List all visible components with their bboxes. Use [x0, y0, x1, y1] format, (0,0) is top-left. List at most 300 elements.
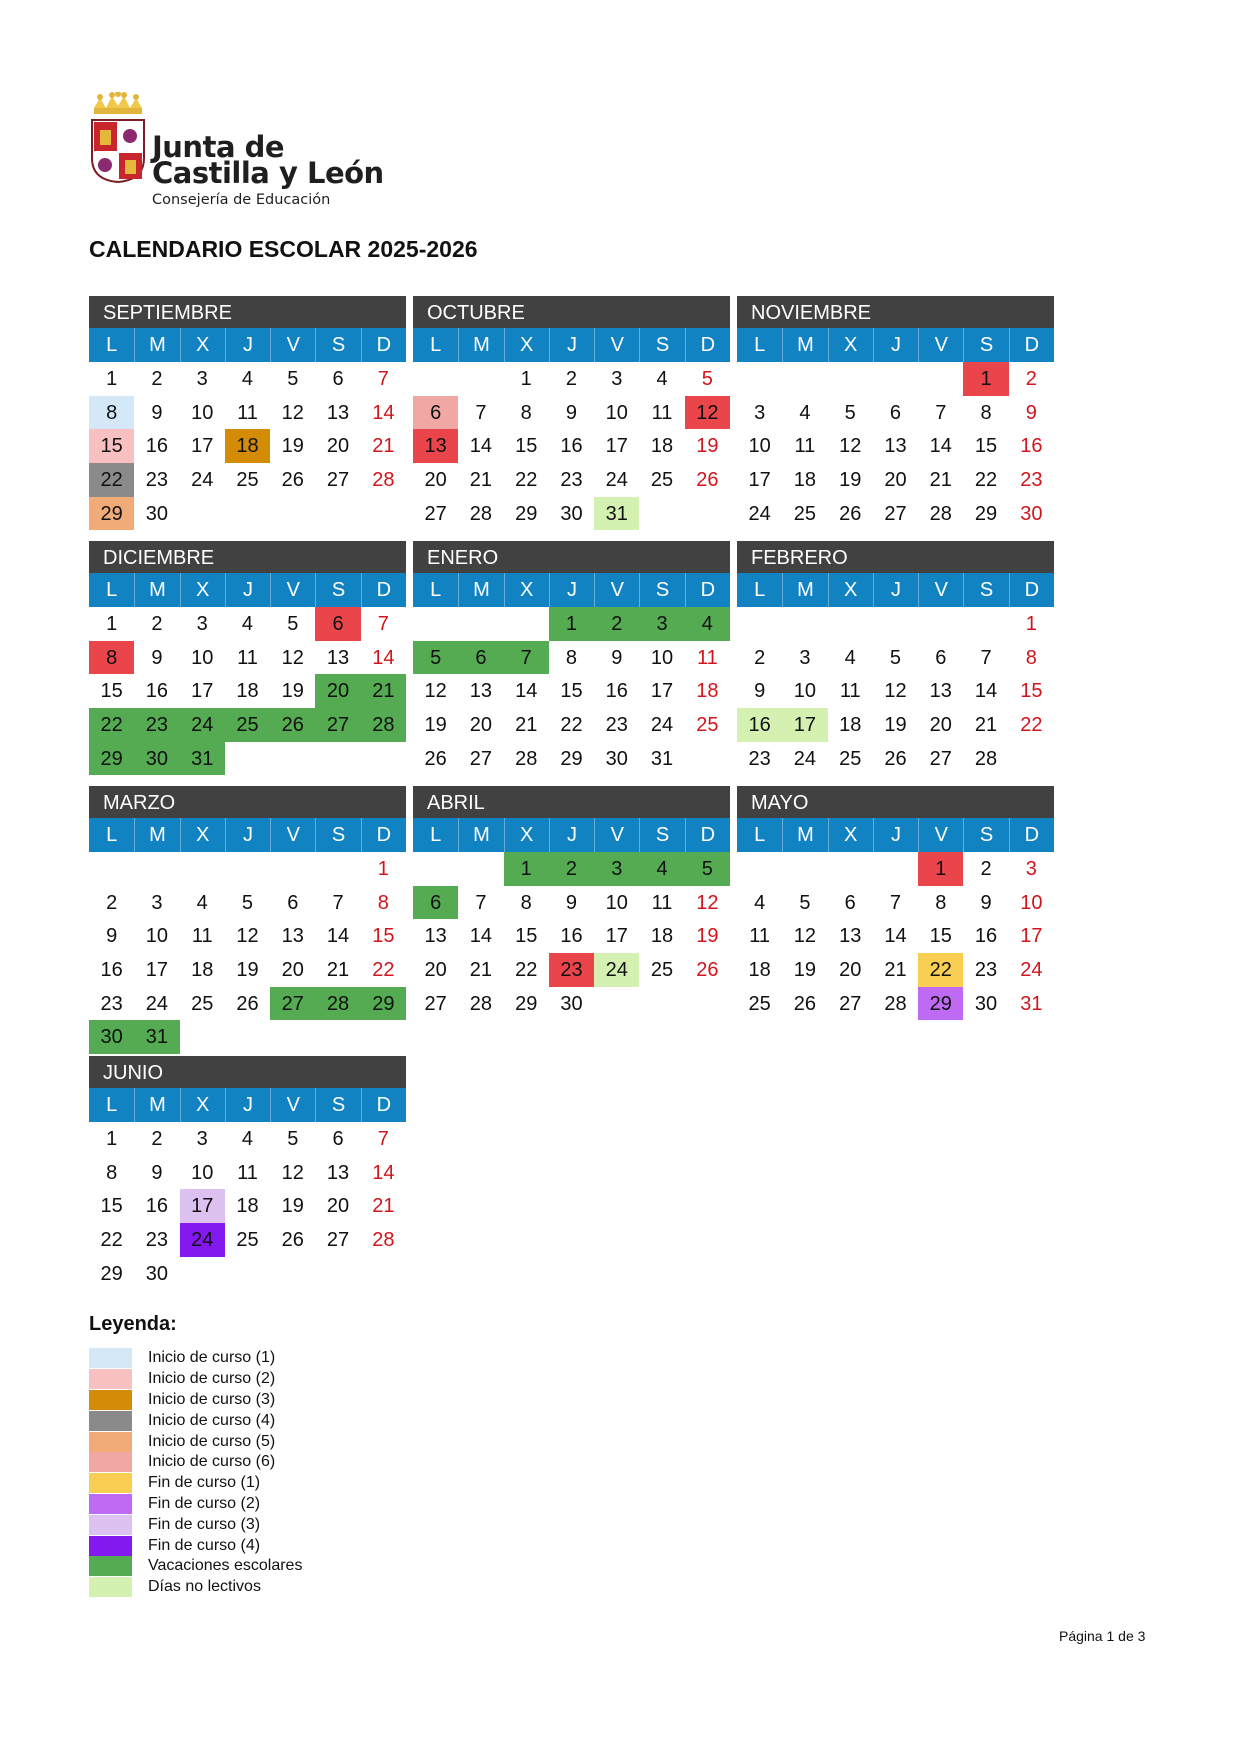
page-title: CALENDARIO ESCOLAR 2025-2026	[89, 236, 478, 262]
day-cell: 26	[281, 1229, 304, 1252]
day-cell: 7	[980, 646, 992, 669]
legend-swatch	[89, 1369, 132, 1389]
day-cell: 18	[650, 435, 674, 458]
day-cell: 9	[151, 401, 163, 424]
day-cell: 30	[134, 742, 179, 776]
day-cell: 23	[145, 469, 169, 492]
day-cell: 22	[515, 469, 538, 492]
weekday-label: M	[134, 328, 179, 362]
day-cell: 17	[180, 1189, 225, 1223]
day-cell: 24	[180, 1223, 225, 1257]
weekday-label: V	[594, 818, 639, 852]
day-cell: 28	[315, 987, 360, 1021]
weekday-label: J	[225, 818, 270, 852]
legend-swatch	[89, 1432, 132, 1452]
month-header: JUNIO	[89, 1056, 406, 1088]
day-cell: 11	[794, 435, 816, 458]
month-header: ENERO	[413, 541, 730, 573]
day-cell: 27	[326, 469, 350, 492]
day-cell: 1	[520, 368, 532, 390]
weekday-label: J	[225, 1088, 270, 1122]
legend-label: Fin de curso (3)	[148, 1515, 261, 1533]
day-cell: 27	[270, 987, 315, 1021]
day-cell: 15	[929, 925, 952, 948]
day-cell: 1	[106, 613, 118, 635]
weekday-label: S	[639, 328, 684, 362]
empty-cell	[828, 362, 873, 396]
day-cell: 9	[754, 680, 766, 703]
weekday-label: D	[361, 818, 406, 852]
day-cell: 3	[639, 607, 684, 641]
legend	[89, 1348, 302, 1598]
weekday-label: L	[754, 824, 766, 846]
weekday-label: L	[430, 579, 442, 601]
legend-label: Vacaciones escolares	[148, 1557, 303, 1575]
weekday-label: X	[180, 818, 225, 852]
legend-swatch	[89, 1556, 132, 1576]
day-cell: 21	[515, 714, 538, 737]
day-cell: 20	[424, 469, 447, 492]
day-cell: 21	[361, 674, 406, 708]
day-cell: 23	[549, 953, 594, 987]
day-cell: 23	[605, 714, 628, 737]
day-cell: 2	[754, 646, 766, 669]
day-cell: 17	[605, 925, 628, 948]
weekday-row	[737, 328, 1054, 362]
weekday-label: X	[180, 328, 225, 362]
day-cell: 14	[326, 925, 350, 948]
day-cell: 3	[754, 401, 766, 424]
day-cell: 20	[326, 435, 350, 458]
day-cell: 8	[1025, 646, 1037, 669]
legend-item	[89, 1390, 302, 1411]
weekday-label: L	[754, 334, 766, 356]
day-cell: 8	[520, 401, 532, 424]
day-cell: 19	[281, 1195, 304, 1218]
legend-item	[89, 1473, 302, 1494]
empty-cell	[504, 607, 549, 641]
day-cell: 25	[236, 469, 259, 492]
day-cell: 14	[929, 435, 952, 458]
day-cell: 25	[793, 502, 817, 525]
day-cell: 4	[196, 891, 208, 914]
legend-swatch	[89, 1577, 132, 1597]
day-cell: 23	[145, 1229, 169, 1252]
month-junio	[89, 1056, 406, 1290]
weekday-label: D	[1009, 818, 1054, 852]
day-cell: 20	[839, 959, 862, 982]
day-cell: 9	[611, 646, 623, 669]
weekday-label: V	[918, 573, 963, 607]
weekday-label: S	[963, 818, 1008, 852]
day-grid	[89, 607, 406, 775]
day-cell: 23	[134, 708, 179, 742]
weekday-label: X	[504, 328, 549, 362]
day-cell: 27	[424, 502, 447, 525]
month-febrero	[737, 541, 1054, 775]
day-cell: 30	[560, 992, 583, 1015]
day-cell: 19	[696, 925, 719, 948]
day-cell: 18	[225, 429, 270, 463]
day-cell: 21	[929, 469, 952, 492]
empty-cell	[270, 852, 315, 886]
weekday-label: X	[828, 328, 873, 362]
day-cell: 10	[191, 401, 214, 424]
day-grid	[737, 607, 1054, 775]
empty-cell	[225, 852, 270, 886]
weekday-row	[737, 573, 1054, 607]
legend-swatch	[89, 1473, 132, 1493]
day-cell: 3	[611, 368, 623, 390]
weekday-label: M	[782, 573, 827, 607]
day-cell: 5	[685, 852, 730, 886]
weekday-row	[89, 1088, 406, 1122]
weekday-label: M	[134, 818, 179, 852]
day-cell: 14	[884, 925, 907, 948]
weekday-row	[89, 818, 406, 852]
day-cell: 22	[89, 708, 134, 742]
day-cell: 24	[650, 714, 674, 737]
day-cell: 3	[594, 852, 639, 886]
crown-icon	[90, 92, 146, 118]
weekday-label: J	[549, 573, 594, 607]
day-cell: 14	[469, 925, 493, 948]
weekday-label: S	[315, 573, 360, 607]
day-cell: 27	[326, 1229, 350, 1252]
day-cell: 22	[974, 469, 998, 492]
day-cell: 30	[1020, 502, 1043, 525]
empty-cell	[134, 852, 179, 886]
day-grid	[737, 852, 1054, 1020]
day-cell: 12	[696, 891, 719, 914]
day-cell: 7	[475, 891, 487, 914]
day-cell: 9	[565, 891, 578, 914]
day-cell: 18	[236, 680, 259, 703]
day-cell: 6	[287, 891, 299, 914]
day-cell: 27	[884, 502, 907, 525]
day-cell: 12	[281, 646, 304, 669]
day-cell: 5	[287, 368, 299, 390]
day-cell: 28	[974, 747, 998, 770]
day-cell: 29	[515, 992, 538, 1015]
weekday-label: S	[315, 1088, 360, 1122]
day-cell: 8	[106, 1161, 118, 1184]
day-cell: 26	[884, 747, 907, 770]
weekday-row	[737, 818, 1054, 852]
day-cell: 19	[793, 959, 817, 982]
day-cell: 11	[749, 925, 771, 948]
day-cell: 10	[191, 1161, 214, 1184]
weekday-label: J	[873, 818, 918, 852]
weekday-label: S	[315, 328, 360, 362]
day-cell: 22	[100, 1229, 123, 1252]
day-cell: 3	[1025, 858, 1037, 880]
legend-label: Inicio de curso (3)	[148, 1390, 276, 1408]
day-cell: 7	[377, 368, 389, 390]
page-number: Página 1 de 3	[1059, 1628, 1146, 1644]
legend-item	[89, 1556, 302, 1577]
day-cell: 31	[594, 497, 639, 531]
day-cell: 29	[100, 1262, 123, 1285]
day-cell: 22	[515, 959, 538, 982]
day-cell: 26	[424, 747, 447, 770]
day-cell: 28	[372, 469, 395, 492]
day-cell: 25	[748, 992, 771, 1015]
day-cell: 6	[935, 646, 947, 669]
empty-cell	[737, 607, 782, 641]
day-cell: 1	[963, 362, 1008, 396]
day-cell: 13	[469, 680, 493, 703]
day-cell: 6	[332, 368, 344, 390]
weekday-label: V	[918, 818, 963, 852]
day-cell: 2	[151, 1128, 163, 1150]
month-header: OCTUBRE	[413, 296, 730, 328]
day-cell: 6	[413, 396, 458, 430]
day-cell: 26	[236, 992, 259, 1015]
day-cell: 5	[844, 401, 856, 424]
empty-cell	[89, 852, 134, 886]
day-cell: 8	[520, 891, 532, 914]
day-cell: 11	[237, 401, 258, 424]
day-cell: 23	[974, 959, 998, 982]
day-cell: 4	[799, 401, 811, 424]
day-cell: 30	[560, 502, 583, 525]
day-cell: 25	[650, 959, 674, 982]
weekday-label: L	[430, 334, 442, 356]
day-cell: 9	[151, 1161, 163, 1184]
day-cell: 13	[326, 401, 350, 424]
day-cell: 2	[1025, 368, 1037, 390]
day-cell: 5	[889, 646, 902, 669]
day-cell: 10	[605, 401, 628, 424]
weekday-label: M	[134, 1088, 179, 1122]
weekday-label: J	[873, 328, 918, 362]
day-cell: 12	[685, 396, 730, 430]
day-cell: 24	[191, 469, 214, 492]
day-cell: 14	[515, 680, 538, 703]
day-cell: 4	[639, 852, 684, 886]
day-cell: 18	[236, 1195, 259, 1218]
weekday-label: V	[270, 1088, 315, 1122]
day-cell: 15	[100, 1195, 123, 1218]
weekday-label: L	[754, 579, 766, 601]
empty-cell	[458, 852, 503, 886]
day-cell: 4	[241, 368, 254, 390]
day-cell: 26	[281, 469, 304, 492]
day-cell: 15	[515, 925, 538, 948]
month-mayo	[737, 786, 1054, 1020]
day-cell: 26	[793, 992, 817, 1015]
day-cell: 22	[1020, 714, 1043, 737]
day-cell: 14	[469, 435, 493, 458]
day-cell: 24	[594, 953, 639, 987]
month-noviembre	[737, 296, 1054, 530]
day-cell: 4	[754, 891, 766, 914]
legend-label: Inicio de curso (1)	[148, 1349, 276, 1367]
day-cell: 10	[145, 925, 169, 948]
day-cell: 7	[377, 613, 389, 635]
empty-cell	[315, 852, 360, 886]
day-cell: 25	[696, 714, 719, 737]
legend-item	[89, 1431, 302, 1452]
day-cell: 23	[748, 747, 771, 770]
day-cell: 1	[1025, 613, 1037, 635]
day-cell: 17	[605, 435, 628, 458]
day-cell: 6	[844, 891, 856, 914]
legend-swatch	[89, 1411, 132, 1431]
day-cell: 13	[424, 925, 447, 948]
day-cell: 17	[145, 959, 169, 982]
day-cell: 7	[504, 641, 549, 675]
weekday-label: V	[918, 328, 963, 362]
day-cell: 19	[696, 435, 719, 458]
day-cell: 4	[685, 607, 730, 641]
day-cell: 14	[372, 1161, 395, 1184]
day-cell: 17	[1020, 925, 1043, 948]
day-cell: 16	[560, 435, 583, 458]
day-cell: 30	[145, 502, 169, 525]
weekday-label: J	[873, 573, 918, 607]
day-cell: 13	[929, 680, 952, 703]
day-cell: 11	[839, 680, 861, 703]
empty-cell	[782, 852, 827, 886]
weekday-row	[413, 573, 730, 607]
weekday-label: S	[315, 818, 360, 852]
day-cell: 16	[145, 680, 169, 703]
weekday-label: L	[106, 334, 118, 356]
weekday-label: L	[106, 579, 118, 601]
day-cell: 16	[737, 708, 782, 742]
day-cell: 21	[974, 714, 998, 737]
day-cell: 29	[89, 497, 134, 531]
legend-label: Fin de curso (1)	[148, 1474, 261, 1492]
day-cell: 5	[287, 1128, 299, 1150]
day-cell: 1	[106, 1128, 118, 1150]
month-header: FEBRERO	[737, 541, 1054, 573]
day-cell: 19	[281, 680, 304, 703]
day-cell: 24	[748, 502, 771, 525]
day-cell: 25	[225, 708, 270, 742]
empty-cell	[737, 362, 782, 396]
day-cell: 13	[884, 435, 907, 458]
day-cell: 22	[560, 714, 583, 737]
day-cell: 26	[839, 502, 862, 525]
day-cell: 16	[560, 925, 583, 948]
day-cell: 5	[287, 613, 299, 635]
legend-label: Inicio de curso (2)	[148, 1370, 276, 1388]
legend-swatch	[89, 1348, 132, 1368]
month-header: SEPTIEMBRE	[89, 296, 406, 328]
day-cell: 15	[515, 435, 538, 458]
day-cell: 3	[799, 646, 811, 669]
month-abril	[413, 786, 730, 1020]
weekday-row	[89, 573, 406, 607]
day-cell: 2	[151, 368, 163, 390]
weekday-label: M	[782, 818, 827, 852]
day-cell: 2	[594, 607, 639, 641]
month-header: MAYO	[737, 786, 1054, 818]
day-cell: 2	[106, 891, 118, 914]
day-cell: 8	[377, 891, 389, 914]
day-cell: 28	[929, 502, 952, 525]
day-grid	[89, 852, 406, 1054]
day-cell: 17	[191, 680, 214, 703]
day-cell: 30	[89, 1020, 134, 1054]
day-cell: 21	[372, 435, 395, 458]
day-cell: 5	[413, 641, 458, 675]
day-cell: 19	[236, 959, 259, 982]
weekday-row	[413, 818, 730, 852]
day-cell: 20	[281, 959, 304, 982]
day-cell: 11	[651, 401, 673, 424]
legend-item	[89, 1577, 302, 1598]
day-cell: 24	[180, 708, 225, 742]
day-cell: 31	[134, 1020, 179, 1054]
coat-of-arms-icon	[90, 118, 146, 184]
day-cell: 1	[549, 607, 594, 641]
day-cell: 12	[236, 925, 259, 948]
legend-item	[89, 1410, 302, 1431]
weekday-label: V	[270, 818, 315, 852]
weekday-label: X	[828, 573, 873, 607]
day-cell: 10	[650, 646, 674, 669]
day-cell: 28	[884, 992, 907, 1015]
logo-line2: Castilla y León	[152, 156, 384, 190]
day-cell: 9	[565, 401, 578, 424]
day-cell: 18	[839, 714, 862, 737]
weekday-label: V	[594, 573, 639, 607]
legend-label: Inicio de curso (5)	[148, 1432, 276, 1450]
weekday-label: D	[1009, 328, 1054, 362]
day-cell: 25	[650, 469, 674, 492]
weekday-row	[89, 328, 406, 362]
empty-cell	[413, 852, 458, 886]
month-octubre	[413, 296, 730, 530]
weekday-label: S	[963, 573, 1008, 607]
day-cell: 26	[270, 708, 315, 742]
day-cell: 25	[236, 1229, 259, 1252]
day-cell: 31	[650, 747, 674, 770]
day-cell: 19	[839, 469, 862, 492]
day-cell: 17	[191, 435, 214, 458]
weekday-label: S	[639, 573, 684, 607]
day-cell: 29	[918, 987, 963, 1021]
day-cell: 28	[515, 747, 538, 770]
weekday-label: L	[106, 1094, 118, 1116]
day-cell: 8	[980, 401, 992, 424]
day-cell: 12	[884, 680, 907, 703]
day-cell: 27	[424, 992, 447, 1015]
legend-item	[89, 1494, 302, 1515]
weekday-label: D	[361, 328, 406, 362]
day-cell: 6	[458, 641, 503, 675]
weekday-label: D	[685, 328, 730, 362]
legend-label: Inicio de curso (6)	[148, 1453, 276, 1471]
empty-cell	[782, 362, 827, 396]
empty-cell	[918, 362, 963, 396]
legend-item	[89, 1369, 302, 1390]
day-cell: 29	[515, 502, 538, 525]
day-cell: 2	[980, 858, 992, 880]
weekday-label: X	[180, 1088, 225, 1122]
day-cell: 24	[1020, 959, 1043, 982]
day-cell: 14	[372, 401, 395, 424]
day-cell: 22	[372, 959, 395, 982]
day-cell: 21	[469, 469, 493, 492]
day-cell: 15	[1020, 680, 1043, 703]
legend-label: Fin de curso (4)	[148, 1536, 261, 1554]
empty-cell	[828, 852, 873, 886]
